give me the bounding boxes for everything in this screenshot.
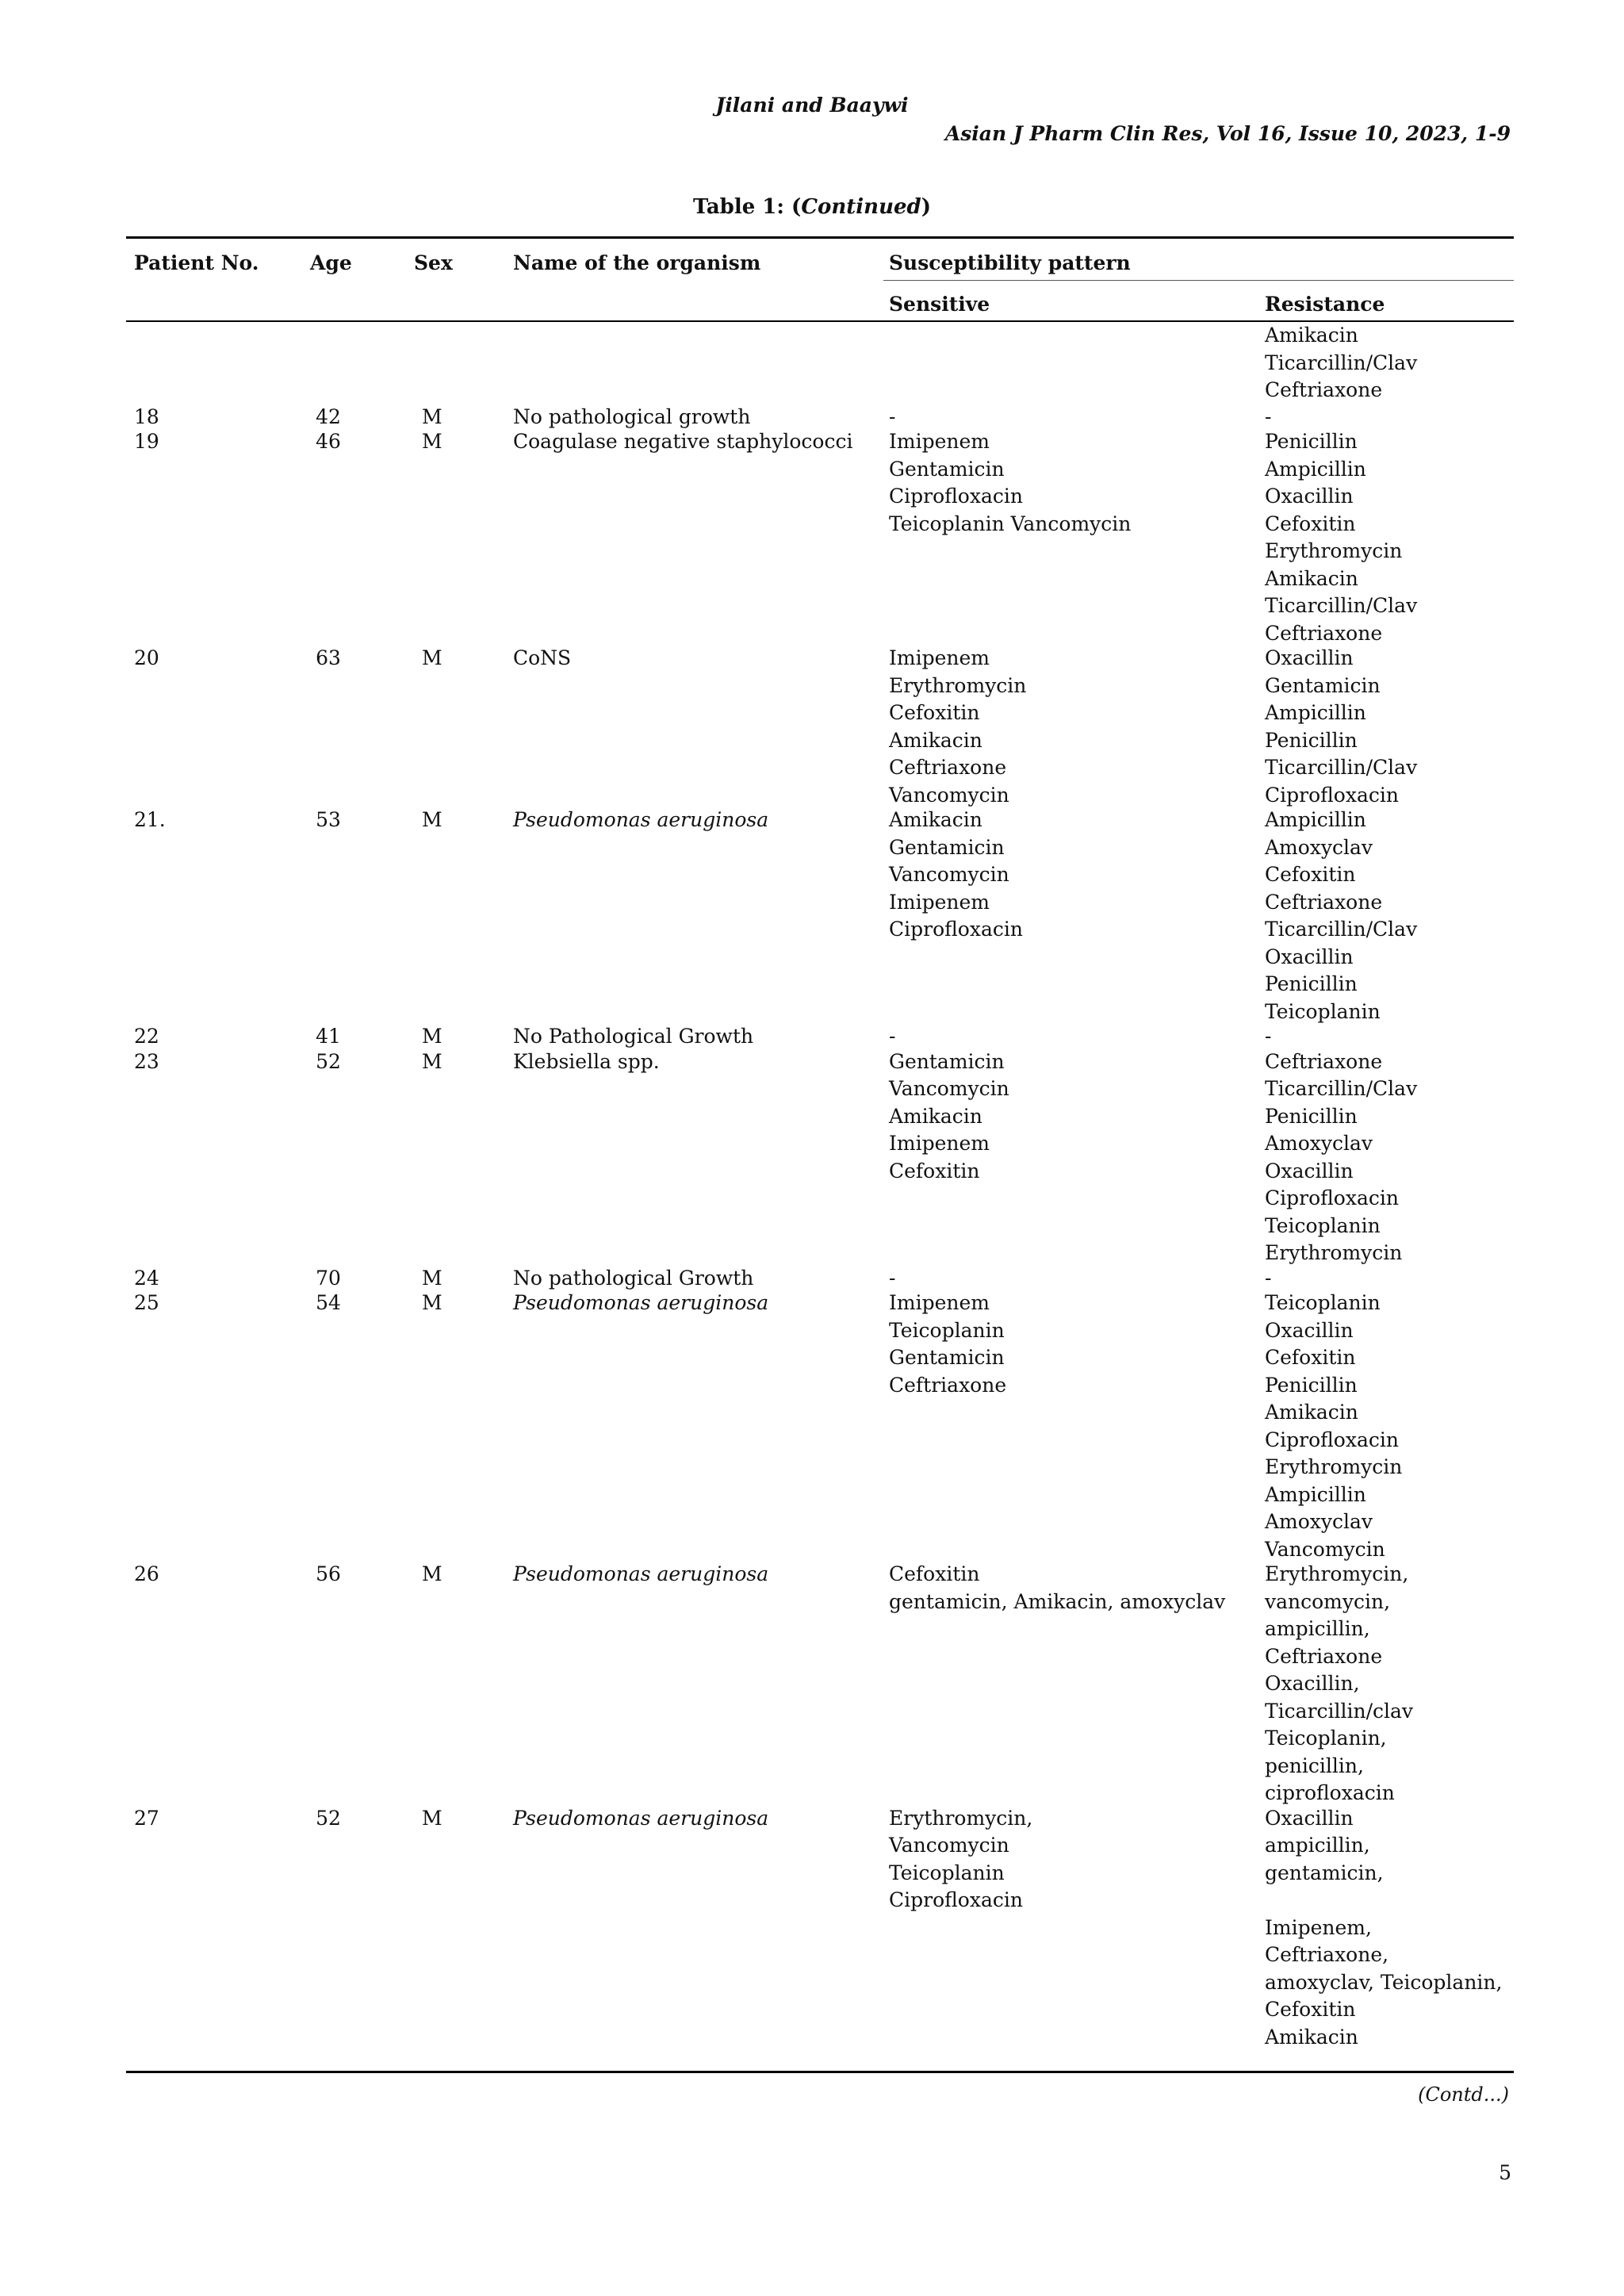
sensitive-cell-line: Teicoplanin xyxy=(889,1861,1005,1884)
resistance-cell xyxy=(1265,807,1503,1025)
resistance-cell xyxy=(1265,1805,1503,2052)
age-cell: 53 xyxy=(316,808,341,831)
resistance-cell-line: Ceftriaxone xyxy=(1265,1049,1383,1073)
resistance-cell xyxy=(1265,404,1503,431)
resistance-cell-line: Teicoplanin xyxy=(1265,1291,1381,1314)
resistance-cell xyxy=(1265,1265,1503,1293)
organism-cell: Pseudomonas aeruginosa xyxy=(513,808,769,831)
age-cell: 42 xyxy=(316,404,341,428)
sensitive-cell-line: Amikacin xyxy=(889,1104,982,1128)
resistance-cell-line: Amikacin xyxy=(1265,2025,1358,2049)
resistance-cell xyxy=(1265,1561,1503,1807)
resistance-cell xyxy=(1265,1290,1503,1563)
sensitive-cell xyxy=(889,1048,1214,1186)
sensitive-cell-line: Ciprofloxacin xyxy=(889,485,1023,508)
table-caption-text: Table 1: (Continued) xyxy=(692,195,932,219)
susceptibility-underline xyxy=(883,280,1514,281)
sensitive-cell-line: Vancomycin xyxy=(889,1834,1009,1857)
sensitive-cell-line: Ciprofloxacin xyxy=(889,1888,1023,1911)
resistance-cell-line: Ticarcillin/Clav xyxy=(1265,594,1418,617)
resistance-cell-line: Ciprofloxacin xyxy=(1265,1428,1399,1451)
resistance-cell-line: Cefoxitin xyxy=(1265,512,1356,535)
resistance-cell-line: ampicillin, xyxy=(1265,1834,1370,1857)
age-cell: 70 xyxy=(316,1266,341,1290)
sex-cell: M xyxy=(422,1266,442,1290)
sensitive-cell-line: Amikacin xyxy=(889,808,982,831)
resistance-cell-line: Ceftriaxone xyxy=(1265,378,1383,401)
resistance-cell-line: Ceftriaxone, xyxy=(1265,1943,1389,1966)
table-caption xyxy=(0,195,1624,219)
resistance-cell-line: Ceftriaxone xyxy=(1265,890,1383,914)
organism-cell: No pathological Growth xyxy=(513,1266,754,1290)
sensitive-cell xyxy=(889,1805,1214,1915)
sensitive-cell xyxy=(889,404,1214,431)
patient-no-cell: 18 xyxy=(134,404,159,428)
col-header-susceptibility: Susceptibility pattern xyxy=(889,251,1131,274)
resistance-cell-line: Erythromycin, xyxy=(1265,1562,1409,1585)
sensitive-cell-line: Gentamicin xyxy=(889,1346,1005,1369)
sensitive-cell-line: - xyxy=(889,1266,896,1290)
col-header-age: Age xyxy=(310,251,352,274)
resistance-cell-line: vancomycin, xyxy=(1265,1589,1391,1613)
sensitive-cell-line: Teicoplanin xyxy=(889,1318,1005,1342)
sensitive-cell-line: Erythromycin xyxy=(889,673,1027,697)
resistance-cell-line: Ceftriaxone xyxy=(1265,621,1383,645)
sensitive-cell-line: Imipenem xyxy=(889,1132,990,1155)
sensitive-cell-line: Teicoplanin Vancomycin xyxy=(889,512,1132,535)
resistance-cell-line: Ciprofloxacin xyxy=(1265,1186,1399,1209)
resistance-cell-line: Erythromycin xyxy=(1265,1241,1403,1264)
sensitive-cell-line: Imipenem xyxy=(889,646,990,669)
resistance-cell-line: Amoxyclav xyxy=(1265,835,1373,859)
resistance-cell-line: Imipenem, xyxy=(1265,1915,1372,1939)
resistance-cell-line: penicillin, xyxy=(1265,1754,1364,1777)
age-cell: 63 xyxy=(316,646,341,669)
sex-cell: M xyxy=(422,1291,442,1314)
resistance-cell-line: Ticarcillin/Clav xyxy=(1265,351,1418,374)
sensitive-cell xyxy=(889,1561,1226,1616)
resistance-cell-line: - xyxy=(1265,404,1272,428)
sensitive-cell-line: - xyxy=(889,404,896,428)
sensitive-cell xyxy=(889,1023,1214,1051)
resistance-cell-line: Ciprofloxacin xyxy=(1265,783,1399,807)
table-bottom-rule xyxy=(126,2071,1514,2073)
sensitive-cell-line: Gentamicin xyxy=(889,457,1005,481)
sex-cell: M xyxy=(422,1562,442,1585)
resistance-cell-line: Cefoxitin xyxy=(1265,1998,1356,2021)
resistance-cell-line: Vancomycin xyxy=(1265,1537,1385,1561)
sex-cell: M xyxy=(422,808,442,831)
resistance-cell xyxy=(1265,428,1503,647)
resistance-cell-line: Ampicillin xyxy=(1265,808,1366,831)
resistance-cell-line: Oxacillin xyxy=(1265,1806,1354,1830)
continued-note: (Contd...) xyxy=(1418,2083,1509,2106)
sensitive-cell-line: Ciprofloxacin xyxy=(889,918,1023,941)
resistance-cell-line: Cefoxitin xyxy=(1265,1346,1356,1369)
resistance-cell xyxy=(1265,1023,1503,1051)
resistance-cell-line: - xyxy=(1265,1025,1272,1048)
sensitive-cell-line: Vancomycin xyxy=(889,783,1009,807)
sex-cell: M xyxy=(422,1025,442,1048)
resistance-cell-line: Teicoplanin xyxy=(1265,999,1381,1023)
resistance-cell-line: Amikacin xyxy=(1265,324,1358,347)
sensitive-cell-line: Imipenem xyxy=(889,1291,990,1314)
sensitive-cell-line: Vancomycin xyxy=(889,863,1009,886)
resistance-cell-line: Ampicillin xyxy=(1265,457,1366,481)
patient-no-cell: 21. xyxy=(134,808,166,831)
resistance-cell-line: amoxyclav, Teicoplanin, xyxy=(1265,1970,1503,1994)
age-cell: 54 xyxy=(316,1291,341,1314)
resistance-cell-line: Teicoplanin xyxy=(1265,1213,1381,1237)
col-header-organism: Name of the organism xyxy=(513,251,761,274)
patient-no-cell: 22 xyxy=(134,1025,159,1048)
resistance-cell-line: Penicillin xyxy=(1265,972,1358,995)
sensitive-cell-line: Erythromycin, xyxy=(889,1806,1033,1830)
resistance-cell-line: Cefoxitin xyxy=(1265,863,1356,886)
running-header-journal: Asian J Pharm Clin Res, Vol 16, Issue 10, 2023, 1-9 xyxy=(944,122,1511,145)
resistance-cell-line: Oxacillin xyxy=(1265,1318,1354,1342)
resistance-cell-line: Erythromycin xyxy=(1265,1455,1403,1478)
organism-cell: Pseudomonas aeruginosa xyxy=(513,1291,769,1314)
organism-cell: No pathological growth xyxy=(513,404,751,428)
sensitive-cell xyxy=(889,645,1214,809)
sensitive-cell-line: Amikacin xyxy=(889,728,982,752)
age-cell: 56 xyxy=(316,1562,341,1585)
sensitive-cell xyxy=(889,1265,1214,1293)
resistance-cell-line: Amikacin xyxy=(1265,1401,1358,1424)
resistance-cell-line: Ampicillin xyxy=(1265,701,1366,724)
resistance-cell-line: Ticarcillin/clav xyxy=(1265,1699,1414,1723)
resistance-cell-line: Ticarcillin/Clav xyxy=(1265,756,1418,779)
patient-no-cell: 26 xyxy=(134,1562,159,1585)
resistance-cell-line: Penicillin xyxy=(1265,1373,1358,1397)
patient-no-cell: 27 xyxy=(134,1806,159,1830)
age-cell: 41 xyxy=(316,1025,341,1048)
organism-cell: No Pathological Growth xyxy=(513,1025,754,1048)
sensitive-cell-line: Cefoxitin xyxy=(889,1562,980,1585)
col-header-resistance: Resistance xyxy=(1265,293,1385,316)
sex-cell: M xyxy=(422,404,442,428)
sex-cell: M xyxy=(422,1806,442,1830)
organism-cell: CoNS xyxy=(513,646,572,669)
resistance-cell-line: ampicillin, xyxy=(1265,1617,1370,1640)
sensitive-cell-line: Cefoxitin xyxy=(889,1159,980,1182)
resistance-cell-line: Oxacillin xyxy=(1265,646,1354,669)
sensitive-cell-line: Vancomycin xyxy=(889,1077,1009,1100)
sex-cell: M xyxy=(422,646,442,669)
resistance-cell-line: Teicoplanin, xyxy=(1265,1727,1387,1750)
sensitive-cell-line: Cefoxitin xyxy=(889,701,980,724)
resistance-cell-line: Oxacillin xyxy=(1265,945,1354,968)
resistance-cell-line: ciprofloxacin xyxy=(1265,1781,1395,1804)
resistance-cell-line: Ampicillin xyxy=(1265,1482,1366,1506)
patient-no-cell: 19 xyxy=(134,430,159,453)
resistance-cell-line: gentamicin, xyxy=(1265,1861,1384,1884)
sensitive-cell xyxy=(889,1290,1214,1399)
sensitive-cell-line: Gentamicin xyxy=(889,835,1005,859)
resistance-cell-line: Amoxyclav xyxy=(1265,1510,1373,1533)
resistance-cell-line: Ticarcillin/Clav xyxy=(1265,1077,1418,1100)
resistance-cell xyxy=(1265,645,1503,809)
resistance-cell xyxy=(1265,1048,1503,1267)
resistance-cell-line: Amikacin xyxy=(1265,566,1358,590)
organism-cell: Pseudomonas aeruginosa xyxy=(513,1562,769,1585)
sensitive-cell-line: Ceftriaxone xyxy=(889,1373,1007,1397)
sensitive-cell xyxy=(889,807,1214,944)
sensitive-cell-line: Gentamicin xyxy=(889,1049,1005,1073)
resistance-cell-line: Oxacillin xyxy=(1265,485,1354,508)
patient-no-cell: 23 xyxy=(134,1049,159,1073)
sex-cell: M xyxy=(422,430,442,453)
resistance-cell-line: Gentamicin xyxy=(1265,673,1381,697)
sensitive-cell xyxy=(889,428,1214,538)
resistance-cell-line xyxy=(1265,1887,1503,1915)
organism-cell: Pseudomonas aeruginosa xyxy=(513,1806,769,1830)
col-header-sex: Sex xyxy=(414,251,453,274)
sensitive-cell-line: Ceftriaxone xyxy=(889,756,1007,779)
resistance-cell xyxy=(1265,322,1503,404)
resistance-cell-line: Ticarcillin/Clav xyxy=(1265,918,1418,941)
resistance-cell-line: Penicillin xyxy=(1265,430,1358,453)
col-header-patient-no: Patient No. xyxy=(134,251,259,274)
patient-no-cell: 24 xyxy=(134,1266,159,1290)
organism-cell: Coagulase negative staphylococci xyxy=(513,430,853,453)
resistance-cell-line: - xyxy=(1265,1266,1272,1290)
organism-cell: Klebsiella spp. xyxy=(513,1049,660,1073)
resistance-cell-line: Erythromycin xyxy=(1265,539,1403,562)
patient-no-cell: 20 xyxy=(134,646,159,669)
resistance-cell-line: Ceftriaxone xyxy=(1265,1644,1383,1668)
resistance-cell-line: Oxacillin xyxy=(1265,1159,1354,1182)
sex-cell: M xyxy=(422,1049,442,1073)
col-header-sensitive: Sensitive xyxy=(889,293,990,316)
age-cell: 52 xyxy=(316,1049,341,1073)
resistance-cell-line: Amoxyclav xyxy=(1265,1132,1373,1155)
patient-no-cell: 25 xyxy=(134,1291,159,1314)
resistance-cell-line: Penicillin xyxy=(1265,728,1358,752)
sensitive-cell-line: - xyxy=(889,1025,896,1048)
table-top-rule xyxy=(126,236,1514,239)
running-header-authors: Jilani and Baaywi xyxy=(715,94,909,117)
sensitive-cell-line: Imipenem xyxy=(889,890,990,914)
sensitive-cell-line: Imipenem xyxy=(889,430,990,453)
age-cell: 46 xyxy=(316,430,341,453)
resistance-cell-line: Oxacillin, xyxy=(1265,1672,1360,1695)
resistance-cell-line: Penicillin xyxy=(1265,1104,1358,1128)
sensitive-cell-line: gentamicin, Amikacin, amoxyclav xyxy=(889,1589,1226,1613)
page-number: 5 xyxy=(1499,2161,1511,2184)
age-cell: 52 xyxy=(316,1806,341,1830)
